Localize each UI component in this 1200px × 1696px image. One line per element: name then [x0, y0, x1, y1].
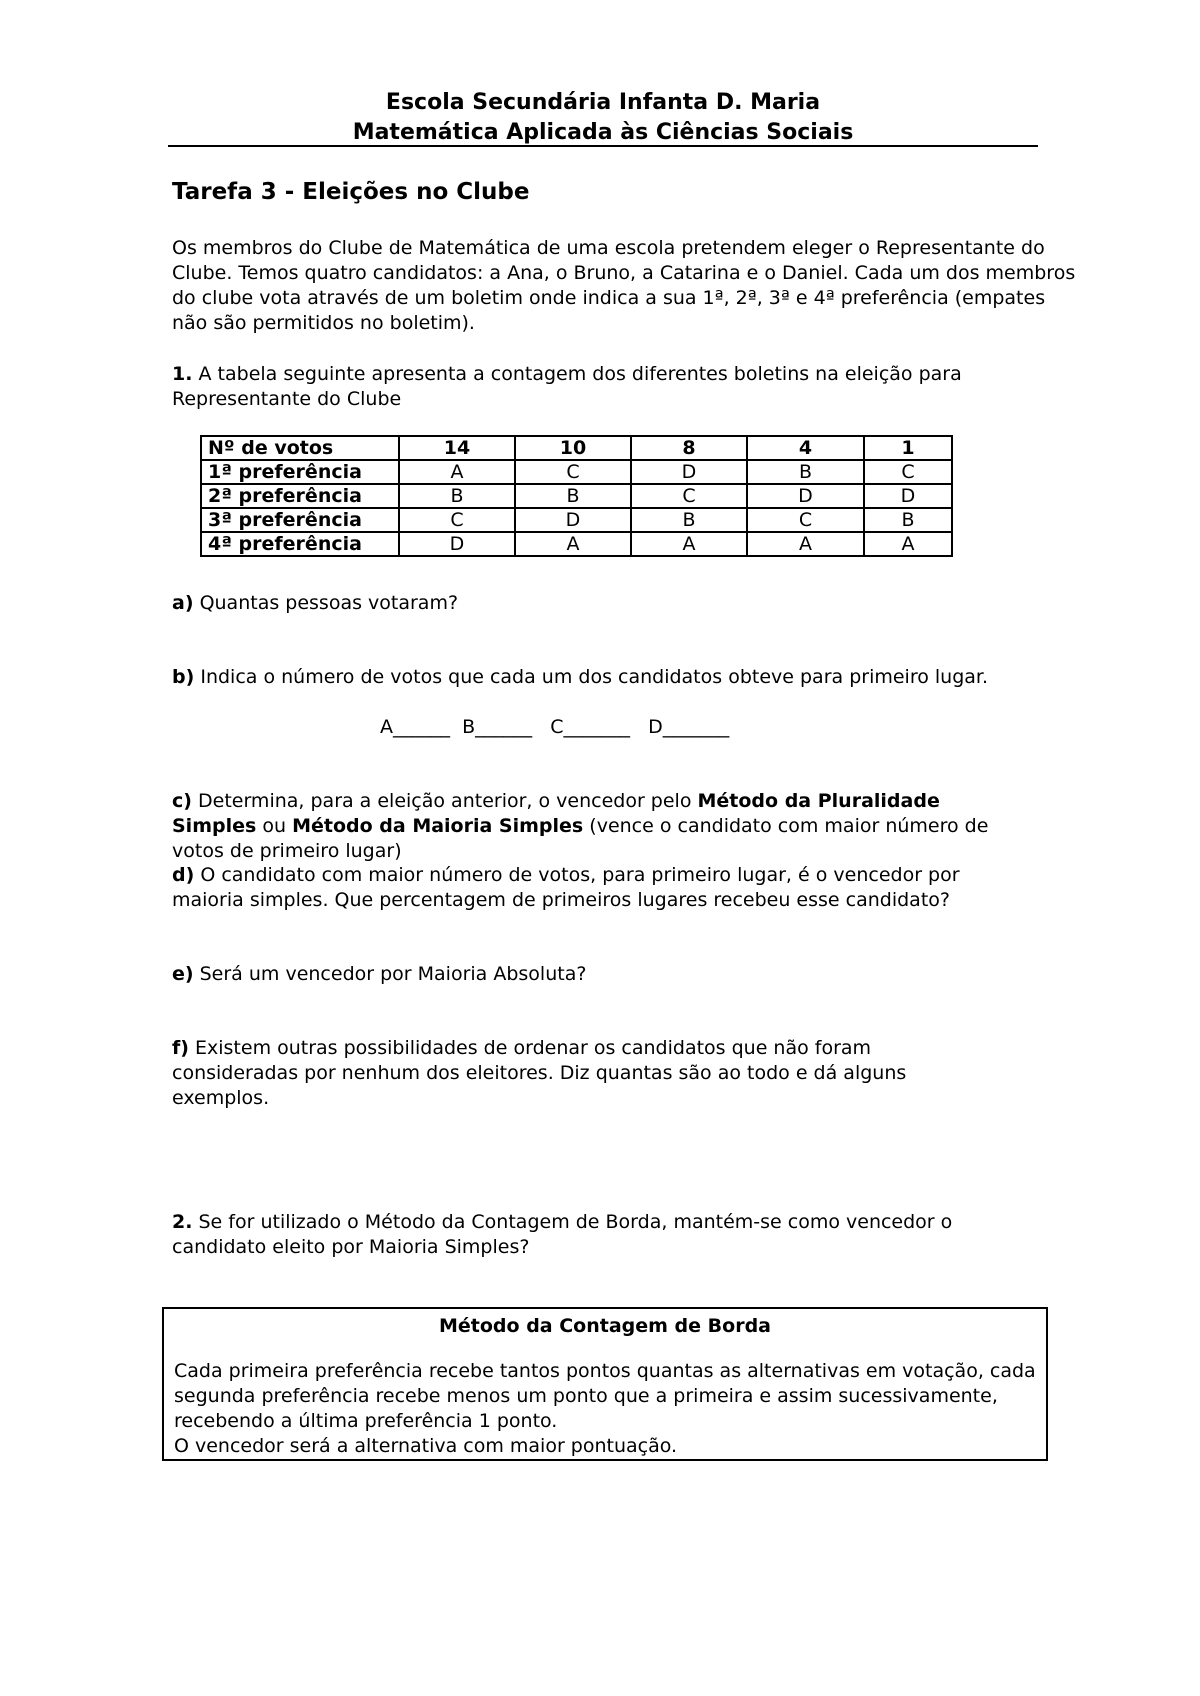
table-cell: C — [747, 508, 864, 532]
preference-label: 3ª preferência — [201, 508, 399, 532]
borda-conclusion: O vencedor será a alternativa com maior pontuação. — [174, 1435, 678, 1457]
question-b — [172, 665, 1002, 690]
preference-label: 4ª preferência — [201, 532, 399, 556]
preference-label: 1ª preferência — [201, 460, 399, 484]
question-e — [172, 962, 1072, 987]
question-a-text: Quantas pessoas votaram? — [199, 592, 459, 614]
header-divider — [168, 145, 1038, 147]
table-cell: C — [399, 508, 515, 532]
table-row — [201, 532, 952, 556]
question-c-text-2: ou — [262, 815, 287, 837]
question-2 — [172, 1210, 1022, 1260]
school-name: Escola Secundária Infanta D. Maria — [385, 90, 821, 115]
borda-description — [164, 1359, 1046, 1459]
votes-count: 10 — [515, 436, 631, 460]
question-e-label: e) — [172, 963, 194, 985]
table-cell: C — [631, 484, 747, 508]
question-2-number: 2. — [172, 1211, 193, 1233]
votes-table — [200, 435, 953, 557]
task-title: Tarefa 3 - Eleições no Clube — [172, 179, 530, 205]
method-majority: Método da Maioria Simples — [292, 815, 584, 837]
question-a-label: a) — [172, 592, 194, 614]
document-header — [168, 88, 1038, 148]
question-2-text: Se for utilizado o Método da Contagem de Borda, mantém-se como vencedor o candidato eleito por Maioria Simples? — [172, 1211, 953, 1258]
table-cell: B — [515, 484, 631, 508]
task-intro: Os membros do Clube de Matemática de uma escola pretendem eleger o Representante do Clube. Temos quatro candidatos: a Ana, o Bruno, a Catarina e o Daniel. Cada um dos membros do clube vota através de um boletim onde indica a sua 1ª, 2ª, 3ª e 4ª preferência (empates não são permitidos no boletim). — [172, 237, 1076, 334]
table-header-row — [201, 436, 952, 460]
question-f-text: Existem outras possibilidades de ordenar os candidatos que não foram consideradas por nenhum dos eleitores. Diz quantas são ao todo e dá alguns exemplos. — [172, 1037, 907, 1109]
table-cell: B — [864, 508, 952, 532]
question-c-text-1: Determina, para a eleição anterior, o vencedor pelo — [198, 790, 692, 812]
question-f — [172, 1036, 972, 1111]
question-c-text-3: (vence o candidato com maior número de votos de primeiro lugar) — [172, 815, 989, 862]
table-cell: B — [747, 460, 864, 484]
votes-header-label: Nº de votos — [201, 436, 399, 460]
preference-label: 2ª preferência — [201, 484, 399, 508]
answer-blanks: A______ B______ C_______ D_______ — [380, 716, 730, 738]
table-cell: B — [399, 484, 515, 508]
table-cell: A — [399, 460, 515, 484]
question-1-text: A tabela seguinte apresenta a contagem dos diferentes boletins na eleição para Representante do Clube — [172, 363, 962, 410]
table-cell: A — [864, 532, 952, 556]
question-e-text: Será um vencedor por Maioria Absoluta? — [199, 963, 587, 985]
borda-method-box — [162, 1307, 1048, 1461]
table-row — [201, 460, 952, 484]
table-cell: D — [864, 484, 952, 508]
table-cell: B — [631, 508, 747, 532]
table-cell: D — [631, 460, 747, 484]
table-cell: D — [399, 532, 515, 556]
votes-count: 8 — [631, 436, 747, 460]
votes-count: 4 — [747, 436, 864, 460]
table-cell: A — [631, 532, 747, 556]
table-cell: C — [515, 460, 631, 484]
question-b-text: Indica o número de votos que cada um dos candidatos obteve para primeiro lugar. — [200, 666, 989, 688]
borda-rule: Cada primeira preferência recebe tantos pontos quantas as alternativas em votação, cada segunda preferência recebe menos um ponto que a primeira e assim sucessivamente, recebendo a última preferência 1 ponto. — [174, 1360, 1036, 1432]
question-c-label: c) — [172, 790, 192, 812]
borda-title: Método da Contagem de Borda — [439, 1315, 771, 1337]
table-cell: C — [864, 460, 952, 484]
question-1 — [172, 362, 1072, 412]
question-d-label: d) — [172, 864, 195, 886]
question-f-label: f) — [172, 1037, 189, 1059]
table-row — [201, 508, 952, 532]
table-cell: D — [747, 484, 864, 508]
method-plurality: Método da Pluralidade Simples — [172, 790, 940, 837]
table-row — [201, 484, 952, 508]
table-cell: A — [747, 532, 864, 556]
question-a — [172, 591, 1072, 616]
subject-name: Matemática Aplicada às Ciências Sociais — [352, 120, 854, 145]
question-d-text: O candidato com maior número de votos, para primeiro lugar, é o vencedor por maioria simples. Que percentagem de primeiros lugares recebeu esse candidato? — [172, 864, 960, 911]
table-cell: D — [515, 508, 631, 532]
question-c — [172, 789, 1022, 864]
votes-count: 1 — [864, 436, 952, 460]
votes-count: 14 — [399, 436, 515, 460]
table-cell: A — [515, 532, 631, 556]
question-b-label: b) — [172, 666, 195, 688]
question-1-number: 1. — [172, 363, 193, 385]
question-d — [172, 863, 1032, 913]
